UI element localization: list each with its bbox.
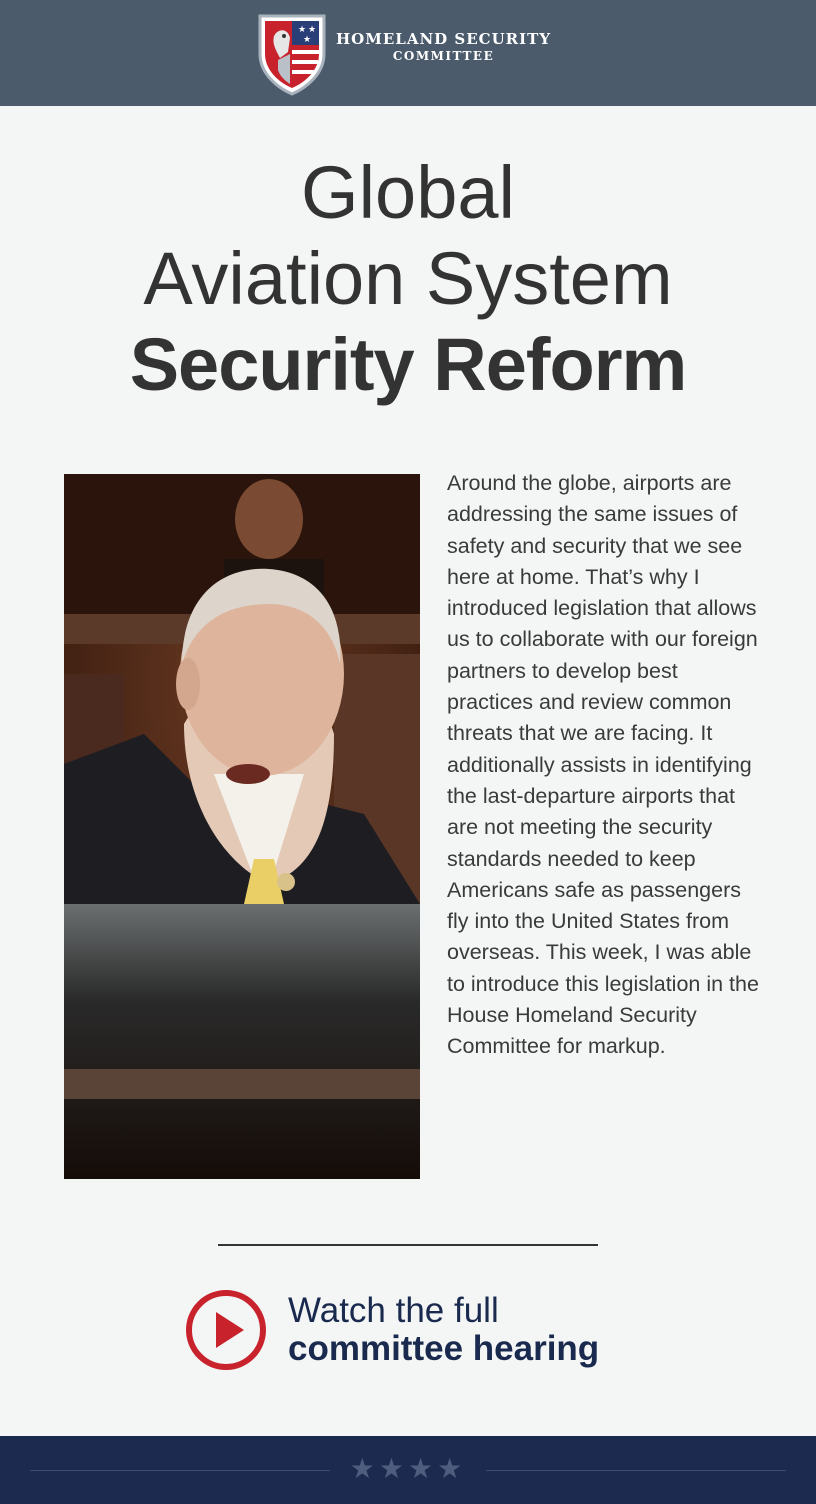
headline-line-3: Security Reform [129, 323, 687, 406]
footer-rule-left [30, 1470, 330, 1471]
play-icon[interactable] [184, 1288, 268, 1372]
svg-text:★: ★ [308, 25, 317, 35]
article-body: Around the globe, airports are addressing the same issues of safety and security that we see here at home. That’s why I introduced legislation that allows us to collaborate with our foreign partners to develop best practices and review common threats that we are facing. It additionally assists in identifying the last-departure airports that are not meeting the security standards needed to keep Americans safe as passengers fly into the United States from overseas. This week, I was able to introduce this legislation in the House Homeland Security Committee for markup. [447, 471, 759, 1059]
speaker-photo-illustration [64, 474, 420, 1179]
logo-wordmark[interactable] [336, 30, 551, 63]
speaker-photo [64, 474, 420, 1179]
shield-logo-icon[interactable] [254, 10, 330, 96]
svg-text:★: ★ [303, 35, 312, 45]
cta-text-line-1[interactable]: Watch the full [288, 1291, 499, 1330]
site-header [0, 0, 816, 106]
headline-line-1: Global [301, 151, 515, 234]
site-footer [0, 1436, 816, 1504]
cta-text-line-2[interactable]: committee hearing [288, 1329, 600, 1368]
svg-text:★: ★ [298, 25, 307, 35]
section-divider [218, 1244, 598, 1246]
star-icons: ★★★★ [349, 1453, 467, 1484]
logo-title: HOMELAND SECURITY [336, 30, 552, 48]
footer-rule-right [486, 1470, 786, 1471]
watch-hearing-link[interactable] [184, 1288, 644, 1374]
logo-subtitle: COMMITTEE [392, 49, 495, 63]
headline-line-2: Aviation System [143, 237, 673, 320]
